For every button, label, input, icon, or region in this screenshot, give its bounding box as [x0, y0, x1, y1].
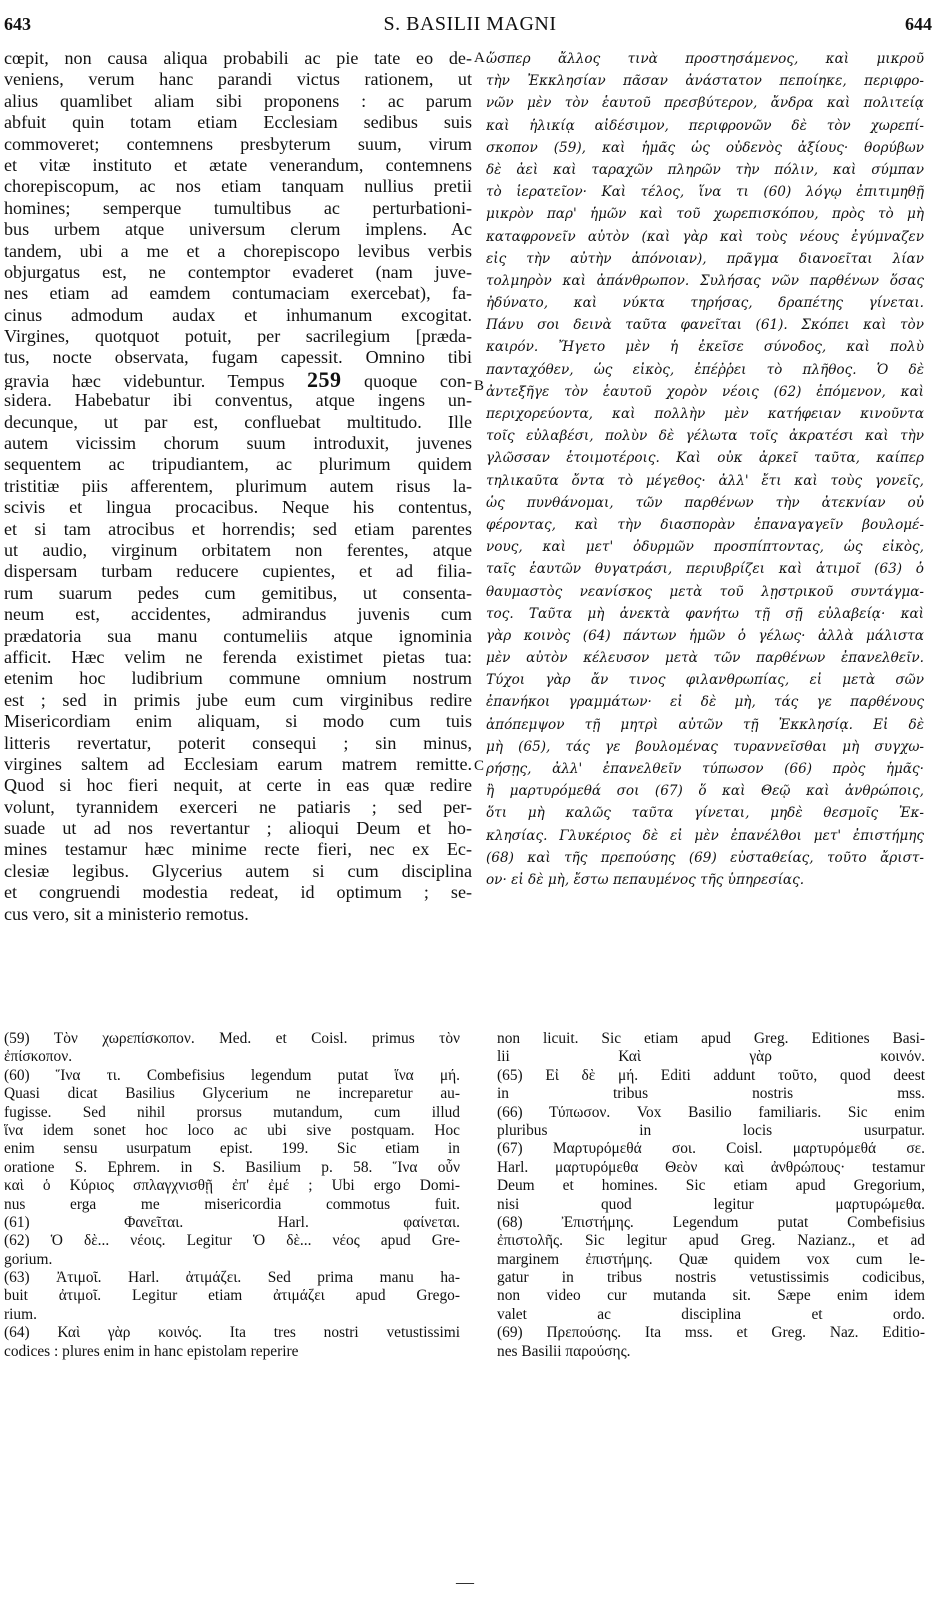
footnote-line: (59) Τὸν χωρεπίσκοπον. Med. et Coisl. primus τὸν — [4, 1030, 460, 1047]
footnote-line: non licuit. Sic etiam apud Greg. Editiones Basi- — [497, 1030, 925, 1047]
latin-text-line: commoveret; contemnens presbyterum suum, virum — [4, 133, 472, 154]
latin-text-line: tristitiæ piis afferentem, plurimum autem risus la- — [4, 475, 472, 496]
footnote-line: (64) Καὶ γὰρ κοινός. Ita tres nostri vetustissimi — [4, 1324, 460, 1342]
greek-text-line: τολμηρὸν καὶ ἀπάνθρωπον. Συλήσας νῶν παρθένων ὅσας — [486, 272, 924, 289]
footnote-line: oratione S. Ephrem. in S. Basilium p. 58. Ἵνα οὖν — [4, 1158, 460, 1176]
footnote-line: marginem ἐπιστήμης. Quæ quidem vox cum le- — [497, 1250, 925, 1268]
latin-text-line: autem vicissim chorum suum introduxit, juvenes — [4, 433, 472, 454]
latin-text-line: tus, nocte observata, fugam capessit. Omnino tibi — [4, 347, 472, 368]
greek-text-line: καταφρονεῖν αὐτὸν (καὶ γὰρ καὶ τοὺς νέους ἐγύμναζεν — [486, 228, 924, 245]
footnote-line: Deum et homines. Sic etiam apud Gregorium, — [497, 1177, 925, 1195]
latin-text-line: nes etiam ad eamdem contumaciam exercebat), fa- — [4, 283, 472, 304]
running-title: S. BASILII MAGNI — [383, 13, 557, 35]
latin-text-line: sequentem ac tripudiantem, ac plurimum quidem — [4, 454, 472, 475]
greek-text-line: εἰς τὴν αὐτὴν ἀπόνοιαν), πρᾶγμα διανοεῖται λίαν — [486, 250, 924, 267]
latin-text-line: virgines saltem ad Ecclesiam earum matrem remitte. — [4, 753, 472, 774]
latin-text-line: tandem, ubi a me et a chorepiscopo levibus verbis — [4, 240, 472, 261]
greek-text-line: πανταχόθεν, ὡς εἰκὸς, ἐπέῤῥει τὸ πλῆθος. Ὁ δὲ — [486, 361, 924, 378]
footnote-line: pluribus in locis usurpatur. — [497, 1121, 925, 1139]
footnote-line: valet ac disciplina et ordo. — [497, 1305, 925, 1323]
greek-text-line: μὲν αὐτὸν κέλευσον μετὰ τῶν παρθένων ἐπανελθεῖν. — [486, 650, 924, 667]
greek-text-column — [486, 48, 924, 891]
latin-text-line: et congruendi modestia redeat, id optimum ; se- — [4, 882, 472, 903]
greek-text-line: τος. Ταῦτα μὴ ἀνεκτὰ φανήτω τῇ σῇ εὐλαβείᾳ· καὶ — [486, 605, 924, 622]
latin-text-line: mines testamur hæc minime recte fieri, nec ex Ec- — [4, 839, 472, 860]
footnote-line: καὶ ὁ Κύριος σπλαγχνισθῇ ἐπ' ἐμέ ; Ubi ergo Domi- — [4, 1177, 460, 1195]
page-number-left: 643 — [4, 14, 31, 34]
greek-text-line: ταῖς ἑαυτῶν θυγατράσι, περιυβρίζει καὶ ἀτιμοῖ (63) ὁ — [486, 561, 924, 578]
latin-text-line: Virgines, quotquot potuit, per sacrilegium [præda- — [4, 326, 472, 347]
footnote-line: ἵνα idem sonet hoc loco ac ubi sive postquam. Hoc — [4, 1121, 460, 1139]
section-number: 259 — [307, 368, 342, 391]
page-header — [0, 0, 940, 44]
greek-text-line: ὅτι μὴ καλῶς ταῦτα γίνεται, μηδὲ θεσμοῖς Ἐκ- — [486, 805, 924, 822]
greek-text-line: γλῶσσαν ἑτοιμοτέροις. Καὶ οὐκ ἀρκεῖ ταῦτα, καίπερ — [486, 450, 924, 467]
latin-text-line: veniens, verum hanc parandi victus rationem, ut — [4, 69, 472, 90]
footnote-line: (65) Εἰ δὲ μή. Editi addunt τοῦτο, quod deest — [497, 1066, 925, 1084]
footnote-line: codices : plures enim in hanc epistolam reperire — [4, 1342, 299, 1360]
latin-text-line: cœpit, non causa aliqua probabili ac pie tate eo de- — [4, 48, 472, 68]
footnote-line: (68) Ἐπιστήμης. Legendum putat Combefisius — [497, 1213, 925, 1231]
latin-text-line: et si tam atrocibus et horrendis; sed etiam parentes — [4, 518, 472, 539]
footnote-line: Harl. μαρτυρόμεθα Θεὸν καὶ ἀνθρώπους· testamur — [497, 1158, 925, 1176]
latin-text-line: prædatoria sua manu contumeliis atque ignominia — [4, 625, 472, 646]
latin-text-line: afficit. Hæc velim ne ferenda existimet pietas tua: — [4, 646, 472, 667]
latin-line-text: quoque con- — [364, 370, 472, 391]
footnote-line: (63) Ἀτιμοῖ. Harl. ἀτιμάζει. Sed prima manu ha- — [4, 1269, 460, 1287]
latin-text-line: clesiæ legibus. Glycerius autem si cum disciplina — [4, 860, 472, 881]
latin-text-line: Quod si hoc fieri nequit, at certe in eas quæ redire — [4, 775, 472, 796]
latin-text-line: Misericordiam enim aliquam, si modo cum tuis — [4, 711, 472, 732]
greek-text-line: σκοπον (59), καὶ ἡμᾶς ὡς οὐδενὸς ἀξίους· θορύβων — [486, 139, 924, 156]
latin-text-line: decunque, ut par est, confluebat multitudo. Ille — [4, 411, 472, 432]
greek-text-line: τὴν Ἐκκλησίαν πᾶσαν ἀνάστατον πεποίηκε, περιφρο- — [486, 73, 924, 90]
greek-text-line: νῶν μὲν τὸν ἑαυτοῦ πρεσβύτερον, ἄνδρα καὶ πολιτείᾳ — [486, 95, 924, 112]
footnote-line: gorium. — [4, 1250, 53, 1268]
latin-text-line: sidera. Habebatur ibi conventus, atque ingens un- — [4, 390, 472, 411]
greek-text-line: κλησίας. Γλυκέριος δὲ εἰ μὲν ἐπανέλθοι μετ' ἐπιστήμης — [486, 827, 924, 844]
margin-letter-b: B — [474, 378, 485, 394]
greek-text-line: ὡς πυνθάνομαι, τῶν παρθένων τὴν ἀτεκνίαν οὐ — [486, 494, 924, 511]
footnote-line: (66) Τύπωσον. Vox Basilio familiaris. Sic enim — [497, 1103, 925, 1121]
margin-letter-c: C — [474, 758, 485, 774]
latin-text-column — [4, 48, 472, 925]
margin-letter-a: A — [474, 50, 485, 66]
greek-text-line: ἀπόπεμψον τῇ μητρὶ αὐτῶν τῇ Ἐκκλησίᾳ. Εἰ δὲ — [486, 716, 924, 733]
latin-text-line: est ; sed in primis jube eum cum virginibus redire — [4, 689, 472, 710]
footnotes-right-column — [497, 1030, 925, 1361]
latin-text-line: rum suarum pedes cum gemitibus, ut consenta- — [4, 582, 472, 603]
latin-text-line: suade ut ad nos revertantur ; alioqui Deum et ho- — [4, 818, 472, 839]
page-number-right: 644 — [905, 14, 932, 34]
footnote-line: gatur in tribus nostris vetustissimis codicibus, — [497, 1269, 925, 1287]
footnote-line: enim sensu usurpatum epist. 199. Sic etiam in — [4, 1140, 460, 1158]
latin-text-line: scivis et lingua procacibus. Neque his contentus, — [4, 497, 472, 518]
footnote-line: (69) Πρεπούσης. Ita mss. et Greg. Naz. Editio- — [497, 1324, 925, 1342]
latin-text-line: litteris revertatur, poterit consequi ; sin minus, — [4, 732, 472, 753]
greek-text-line: ἠδύνατο, καὶ νύκτα τηρήσας, δραπέτης γίνεται. — [486, 295, 924, 312]
footnote-line: in tribus nostris mss. — [497, 1085, 925, 1103]
latin-text-line: bus urbem atque universum clerum implens. Ac — [4, 219, 472, 240]
footnote-line: buit ἀτιμοῖ. Legitur etiam ἀτιμάζει apud Grego- — [4, 1287, 460, 1305]
greek-text-line: καὶ ἡλικίᾳ αἰδέσιμον, περιφρονῶν δὲ τὸν χωρεπί- — [486, 117, 924, 134]
greek-text-line: γὰρ κοινὸς (64) πάντων ἡμῶν ὁ γέλως· ἀλλὰ μάλιστα — [486, 627, 924, 644]
footnote-line: nisi quod legitur μαρτυρώμεθα. — [497, 1195, 925, 1213]
greek-text-line: ον· εἰ δὲ μὴ, ἔστω πεπαυμένος τῆς ὑπηρεσίας. — [486, 871, 805, 888]
footnote-line: ἐπίσκοπον. — [4, 1048, 73, 1066]
footnote-line: nus erga me misericordia commotus fuit. — [4, 1195, 460, 1213]
footnote-line: Quasi dicat Basilius Glycerium ne increparetur au- — [4, 1085, 460, 1103]
greek-text-line: τοῖς εὐλαβέσι, πολὺν δὲ γέλωτα τοῖς ἀκρατέσι καὶ τὴν — [486, 428, 924, 445]
latin-line-text: gravia hæc videbuntur. Tempus — [4, 370, 285, 391]
latin-text-line: abfuit quin totam etiam Ecclesiam sedibus suis — [4, 112, 472, 133]
greek-text-line: περιχορεύοντα, καὶ πολλὴν μὲν κατήφειαν κινοῦντα — [486, 406, 924, 422]
latin-text-line: ut audio, virginum orbitatem non ferentes, atque — [4, 539, 472, 560]
latin-text-line: chorepiscopum, ac nos etiam tanquam nullius pretii — [4, 176, 472, 197]
greek-text-line: Πάνυ σοι δεινὰ ταῦτα φανεῖται (61). Σκόπει καὶ τὸν — [486, 317, 924, 334]
greek-text-line: θαυμαστὸς νεανίσκος μετὰ τοῦ λῃστρικοῦ συντάγμα- — [486, 583, 924, 600]
footer-mark: — — [456, 1572, 474, 1592]
latin-text-line: cus vero, sit a ministerio remotus. — [4, 903, 249, 924]
footnote-line: (67) Μαρτυρόμεθά σοι. Coisl. μαρτυρόμεθά σε. — [497, 1140, 925, 1158]
greek-text-line: ρήσῃς, ἀλλ' ἐπανελθεῖν τύπωσον (66) πρὸς ἡμᾶς· — [486, 761, 924, 777]
latin-text-line: etenim hoc ludibrium commune omnium nostrum — [4, 668, 472, 689]
greek-text-line: νους, καὶ μετ' ὀδυρμῶν προσπίπτοντας, ὡς εἰκὸς, — [486, 539, 924, 556]
latin-text-line: volunt, tyrannidem exerceri ne patiaris ; sed per- — [4, 796, 472, 817]
footnote-line: (61) Φανεῖται. Harl. φαίνεται. — [4, 1213, 460, 1231]
footnote-line: fugisse. Sed nihil prorsus mutandum, cum illud — [4, 1103, 460, 1121]
greek-text-line: φέροντας, καὶ τὴν διασπορὰν ἐπαναγαγεῖν βουλομέ- — [486, 516, 924, 533]
latin-text-line: neum est, accidentes, admirandus juvenis cum — [4, 604, 472, 625]
greek-text-line: τὸ ἱερατεῖον· Καὶ τέλος, ἵνα τι (60) λόγῳ ἐπιτιμηθῇ — [486, 184, 924, 201]
greek-text-line: ἀντεξῆγε τὸν ἑαυτοῦ χορὸν νέοις (62) ἑπόμενον, καὶ — [486, 383, 924, 400]
greek-text-line: (68) καὶ τῆς πρεπούσης (69) εὐσταθείας, τοῦτο ἄριστ- — [486, 849, 924, 866]
latin-text-line — [4, 369, 472, 390]
latin-text-line: objurgatus est, ne contemptor evaderet (nam juve- — [4, 261, 472, 282]
footnote-line: non video cur mutanda sit. Sæpe enim idem — [497, 1287, 925, 1305]
greek-text-line: τηλικαῦτα ὄντα τὸ μέγεθος· ἀλλ' ἔτι καὶ τοὺς γονεῖς, — [486, 472, 924, 489]
greek-text-line: μικρὸν παρ' ἡμῶν καὶ τοῦ χωρεπισκόπου, πρὸς τὸ μὴ — [486, 206, 924, 223]
greek-text-line: ἢ μαρτυρόμεθά σοι (67) ὅ καὶ Θεῷ καὶ ἀνθρώποις, — [486, 783, 924, 800]
greek-text-line: Τύχοι γὰρ ἄν τινος φιλανθρωπίας, εἰ μετὰ σῶν — [486, 672, 924, 689]
latin-text-line: cinus admodum audax et inhumanum excogitat. — [4, 304, 472, 325]
greek-text-line: ὥσπερ ἄλλος τινὰ προστησάμενος, καὶ μικροῦ — [486, 51, 924, 67]
greek-text-line: ἐπανήκοι γραμμάτων· εἰ δὲ μὴ, τάς γε παρθένους — [486, 694, 924, 711]
greek-text-line: καιρόν. Ἤγετο μὲν ἡ ἐκεῖσε σύνοδος, καὶ πολὺ — [486, 339, 924, 356]
footnote-line: nes Basilii παρούσης. — [497, 1342, 631, 1360]
latin-text-line: homines; semperque tumultibus ac perturbationi- — [4, 197, 472, 218]
greek-text-line: μὴ (65), τάς γε βουλομένας τυραννεῖσθαι μὴ συγχω- — [486, 738, 924, 755]
footnote-line: rium. — [4, 1305, 37, 1323]
footnotes-left-column — [4, 1030, 460, 1361]
footnote-line: ἐπιστολῆς. Sic legitur apud Greg. Nazianz., et ad — [497, 1232, 925, 1250]
latin-text-line: dispersam turbam reducere cupientes, et ad filia- — [4, 561, 472, 582]
footnote-line: (62) Ὁ δὲ... νέοις. Legitur Ὁ δὲ... νέος apud Gre- — [4, 1232, 460, 1250]
latin-text-line: et vitæ instituto et ætate venerandum, contemnens — [4, 154, 472, 175]
greek-text-line: δὲ ἀεὶ καὶ ταραχῶν πληρῶν τὴν πόλιν, καὶ σύμπαν — [486, 161, 924, 178]
latin-text-line: alius quamlibet aliam sibi proponens : ac parum — [4, 90, 472, 111]
footnote-line: (60) Ἵνα τι. Combefisius legendum putat ἵνα μή. — [4, 1066, 460, 1084]
footnote-line: lii Καὶ γὰρ κοινόν. — [497, 1048, 925, 1066]
